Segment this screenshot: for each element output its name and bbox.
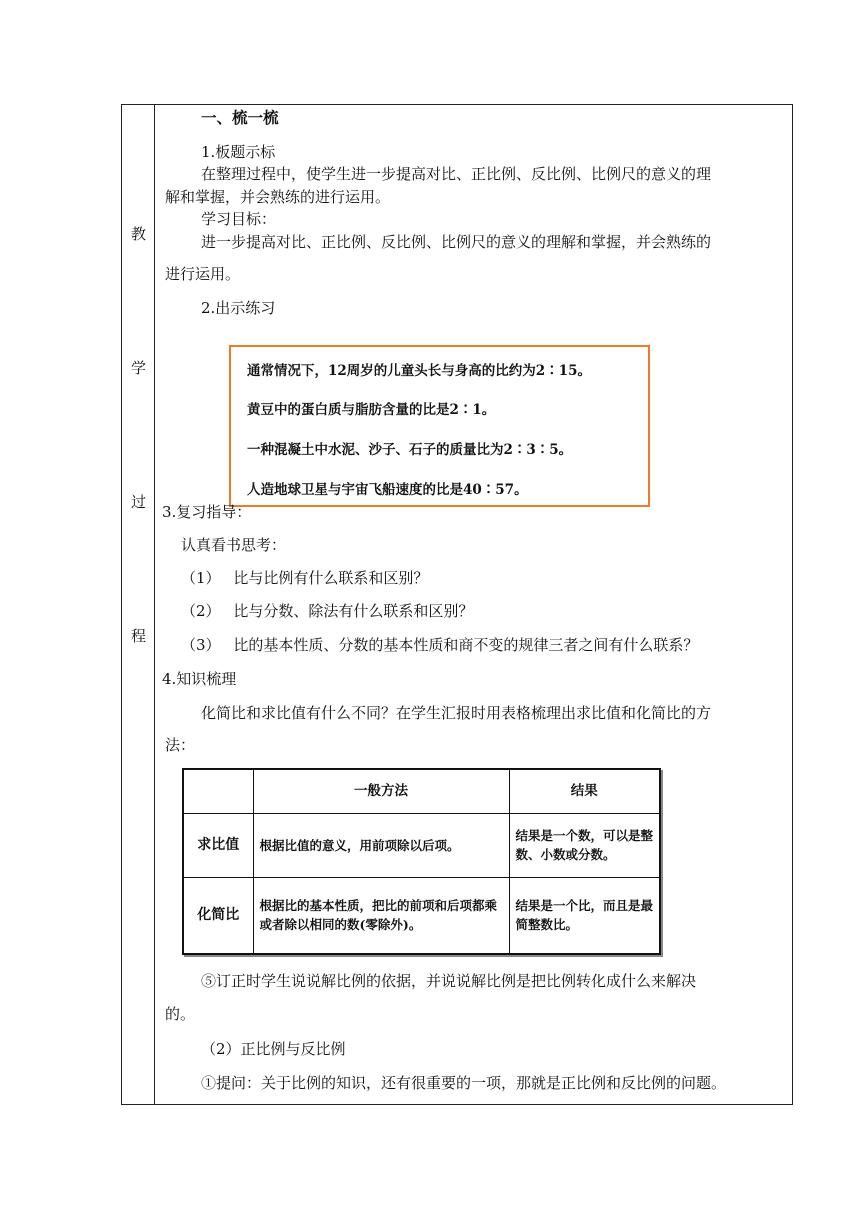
- table-header-row: [183, 769, 660, 813]
- item3-title: 3.复习指导：: [162, 503, 252, 521]
- paragraph-line: ①提问：关于比例的知识，还有很重要的一项，那就是正比例和反比例的问题。: [201, 1074, 727, 1092]
- side-label: 程: [130, 627, 146, 645]
- paragraph-line: 的。: [165, 1005, 196, 1023]
- paragraph-line: 在整理过程中，使学生进一步提高对比、正比例、反比例、比例尺的意义的理: [201, 165, 712, 183]
- side-label: 教: [130, 225, 146, 243]
- side-label: 学: [130, 359, 146, 377]
- method-cell: 根据比的基本性质，把比的前项和后项都乘或者除以相同的数(零除外)。: [253, 877, 509, 954]
- method-table: [182, 768, 661, 955]
- section-title: 一、梳一梳: [201, 108, 279, 127]
- question-text: 比与分数、除法有什么联系和区别？: [233, 602, 474, 620]
- row-label: 化简比: [183, 877, 253, 954]
- result-cell: 结果是一个数，可以是整数、小数或分数。: [509, 813, 660, 877]
- paragraph-line: ⑤订正时学生说说解比例的依据，并说说解比例是把比例转化成什么来解决: [201, 972, 697, 990]
- question-text: 比的基本性质、分数的基本性质和商不变的规律三者之间有什么联系？: [233, 636, 699, 654]
- table-row: [183, 813, 660, 877]
- exercise-line: 黄豆中的蛋白质与脂肪含量的比是2∶1。: [247, 402, 496, 418]
- table-header-cell: 结果: [509, 769, 660, 813]
- item1-title: 1.板题示标: [201, 143, 276, 161]
- paragraph-line: 化简比和求比值有什么不同？在学生汇报时用表格梳理出求比值和化简比的方: [201, 704, 712, 722]
- item4-title: 4.知识梳理: [162, 670, 237, 688]
- table-header-cell: [183, 769, 253, 813]
- side-column: [122, 105, 155, 1104]
- paragraph-line: 进一步提高对比、正比例、反比例、比例尺的意义的理解和掌握，并会熟练的: [201, 233, 712, 251]
- exercise-line: 人造地球卫星与宇宙飞船速度的比是40∶57。: [247, 482, 528, 498]
- table-header-cell: 一般方法: [253, 769, 509, 813]
- item3-intro: 认真看书思考：: [181, 536, 287, 554]
- item2-title: 2.出示练习: [201, 299, 276, 317]
- paragraph-line: 解和掌握，并会熟练的进行运用。: [165, 188, 391, 206]
- exercise-box: [229, 345, 650, 507]
- exercise-line: 通常情况下，12周岁的儿童头长与身高的比约为2∶15。: [247, 363, 591, 379]
- question-text: 比与比例有什么联系和区别？: [233, 569, 429, 587]
- paragraph-line: 进行运用。: [165, 265, 241, 283]
- method-cell: 根据比值的意义，用前项除以后项。: [253, 813, 509, 877]
- sub2-title: （2）正比例与反比例: [201, 1040, 346, 1058]
- paragraph-line: 法：: [165, 736, 196, 754]
- goal-label: 学习目标：: [201, 210, 277, 228]
- question-item: [181, 635, 698, 655]
- side-label: 过: [130, 493, 146, 511]
- exercise-line: 一种混凝土中水泥、沙子、石子的质量比为2∶3∶5。: [247, 442, 573, 458]
- question-number: （1）: [181, 569, 221, 587]
- row-label: 求比值: [183, 813, 253, 877]
- question-item: [181, 601, 473, 621]
- question-item: [181, 568, 428, 588]
- table-row: [183, 877, 660, 954]
- question-number: （2）: [181, 602, 221, 620]
- result-cell: 结果是一个比，而且是最简整数比。: [509, 877, 660, 954]
- question-number: （3）: [181, 636, 221, 654]
